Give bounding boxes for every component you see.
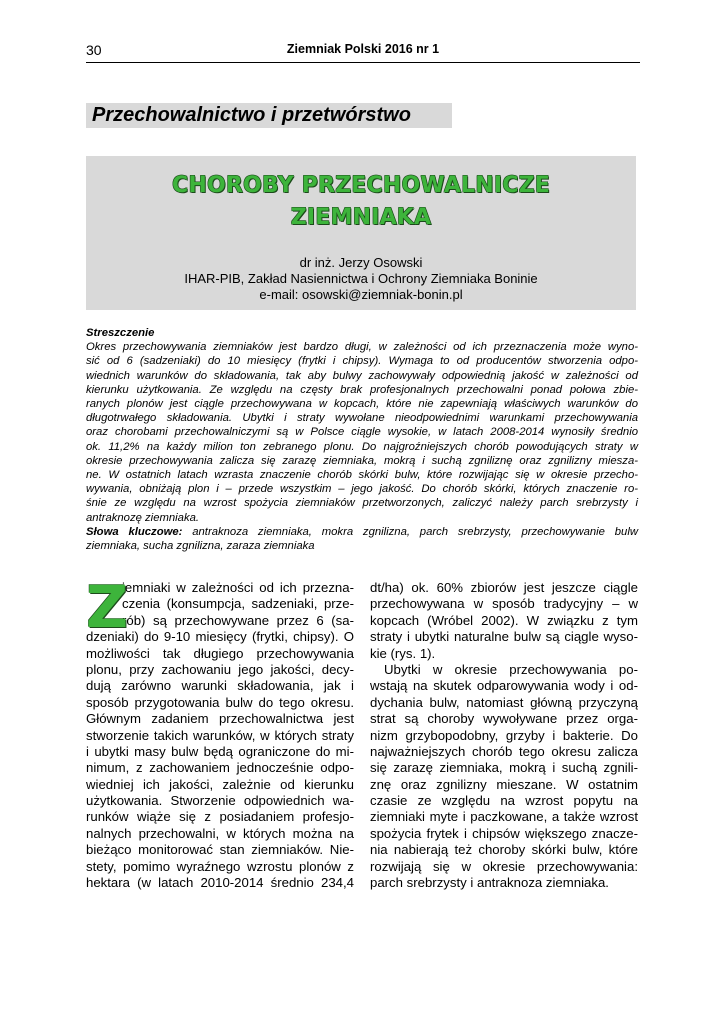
body-line: i ubytki masy bulw będą ograniczone do mi- (86, 743, 354, 759)
title-box (86, 156, 636, 310)
abstract-line: ne. W ostatnich latach wzrasta znaczenie chorób skórki bulw, które rozwijając się w okresie przecho- (86, 469, 638, 482)
body-line: rób) są przechowywane przez 6 (sa- (122, 612, 354, 628)
body-line: dują zarówno warunki składowania, jak i (86, 678, 354, 694)
keywords-line-2: ziemniaka, sucha zgnilizna, zaraza ziemniaka (86, 540, 315, 553)
body-line: znę oraz zgnilizny mieszane. W ostatnim (370, 776, 638, 792)
body-line: czasie ze względu na wzrost popytu na (370, 793, 638, 809)
article-title-line-1: CHOROBY PRZECHOWALNICZE (171, 173, 550, 198)
abstract-line: sić od 6 (sadzeniaki) do 10 miesięcy (frytki i chipsy). Wymaga to od producentów stworzenia odpo- (86, 355, 638, 368)
abstract-line: Okres przechowywania ziemniaków jest bardzo długi, w zależności od ich przeznaczenia może wyno- (86, 341, 638, 354)
abstract-line: okresie przechowywania zalicza się zarazę ziemniaka, mokrą i suchą zgniliznę oraz zgnilizny miesza- (86, 454, 638, 467)
body-line: przechowywana w sposób tradycyjny – w (370, 596, 638, 612)
body-line: spożycia frytek i chipsów większego znacze- (370, 825, 638, 841)
abstract-line: wywania, obniżają plon i – przede wszystkim – jego jakość. Do chorób skórki, których znaczenie ro- (86, 483, 638, 496)
abstract-line: oraz chorobami przechowalniczymi są w Polsce ciągle wysokie, w latach 2008-2014 wynosiły średnio (86, 426, 638, 439)
abstract-line: ok. 11,2% na każdy milion ton zebranego plonu. Do najgroźniejszych chorób powodujących straty w (86, 440, 638, 453)
page-number: 30 (86, 42, 102, 58)
body-line: iemniaki w zależności od ich przezna- (122, 580, 354, 595)
body-line: parch srebrzysty i antraknoza ziemniaka. (370, 875, 609, 891)
body-line: wiedniej ich jakości, zależnie od kierunku (86, 776, 354, 792)
body-line: nalnych przechowalni, w których można na (86, 825, 354, 841)
body-line: nia nabierają też choroby skórki bulw, które (370, 842, 638, 858)
author-email[interactable]: e-mail: osowski@ziemniak-bonin.pl (259, 287, 463, 302)
keywords-label: Słowa kluczowe: (86, 525, 183, 538)
body-line: możliwości tak długiego przechowywania (86, 645, 354, 661)
body-line: kie (rys. 1). (370, 645, 436, 661)
keywords-line-1 (86, 525, 638, 539)
body-line: najważniejszych chorób tego okresu zalicza (370, 743, 638, 759)
body-line: dt/ha) ok. 60% zbiorów jest jeszcze ciągle (370, 580, 638, 595)
abstract-line: wiednich warunków do składowania, tak aby bulwy zachowywały odpowiednią jakość w zależności od (86, 369, 638, 382)
abstract-heading: Streszczenie (86, 327, 155, 339)
body-line: runków wiąże się z posiadaniem profesjo- (86, 809, 354, 825)
abstract-line: antraknozę ziemniaka. (86, 511, 200, 524)
body-line: plonu, przy zachowaniu jego jakości, decy- (86, 661, 354, 677)
body-line: hektara (w latach 2010-2014 średnio 234,4 (86, 875, 354, 891)
body-line: sposób przygotowania bulw do tego okresu. (86, 694, 354, 710)
body-line: dzeniaki) do 9-10 miesięcy (frytki, chipsy). O (86, 629, 354, 645)
article-title-line-2: ZIEMNIAKA (290, 205, 432, 230)
body-line: ziemniaki myte i paczkowane, a także wzrost (370, 809, 638, 825)
body-line: bieżąco monitorować stan ziemniaków. Nie- (86, 842, 354, 858)
page-header (86, 40, 640, 63)
body-line: stety, pomimo wyraźnego wzrostu plonów z (86, 858, 354, 874)
section-title: Przechowalnictwo i przetwórstwo (92, 104, 411, 126)
body-line: dychania bulw, natomiast główną przyczyną (370, 694, 638, 710)
body-line: stworzenie takich warunków, w których straty (86, 727, 354, 743)
body-line: rozwijają się w okresie przechowywania: (370, 858, 638, 874)
body-line: Ubytki w okresie przechowywania po- (384, 661, 638, 677)
body-column-right (370, 580, 638, 891)
journal-title: Ziemniak Polski 2016 nr 1 (286, 42, 440, 56)
body-line: kopcach (Wróbel 2002). W związku z tym (370, 612, 638, 628)
body-line: użytkowania. Stworzenie odpowiednich wa- (86, 793, 354, 809)
abstract-line: długotrwałego składowania. Ubytki i straty wywołane nieodpowiednimi warunkami przechowywania (86, 412, 638, 425)
body-line: strat są choroby wywoływane przez orga- (370, 711, 638, 727)
body-line: czenia (konsumpcja, sadzeniaki, prze- (122, 596, 354, 612)
body-line: nizm grzybopodobny, grzyby i bakterie. Do (370, 727, 638, 743)
abstract-line: śnie ze względu na wzrost spożycia ziemniaków przetworzonych, zaliczyć należy parch srebrzysty i (86, 497, 638, 510)
abstract-line: ranych plonów jest ciągle przechowywana w kopcach, które nie zapewniają właściwych warunków do (86, 398, 638, 411)
body-line: wstają na skutek odparowywania wody i od- (370, 678, 638, 694)
author-name: dr inż. Jerzy Osowski (299, 255, 423, 270)
body-line: się zarazę ziemniaka, mokrą i suchą zgnili- (370, 760, 638, 776)
abstract (86, 326, 638, 553)
keywords-text: antraknoza ziemniaka, mokra zgnilizna, parch srebrzysty, przechowywanie bulw (182, 525, 638, 538)
body-line: straty i ubytki naturalne bulw są ciągle wyso- (370, 629, 638, 645)
body-column-left (86, 573, 354, 891)
section-banner (86, 103, 452, 128)
abstract-line: kierunku użytkowania. Ze względu na częsty brak profesjonalnych przechowalni ponad połowa zbie- (86, 383, 638, 396)
body-line: nimum, z zachowaniem jednocześnie odpo- (86, 760, 354, 776)
author-affiliation: IHAR-PIB, Zakład Nasiennictwa i Ochrony Ziemniaka Boninie (184, 271, 538, 286)
body-line: Głównym zadaniem przechowalnictwa jest (86, 711, 354, 727)
drop-cap: Z (86, 573, 129, 641)
